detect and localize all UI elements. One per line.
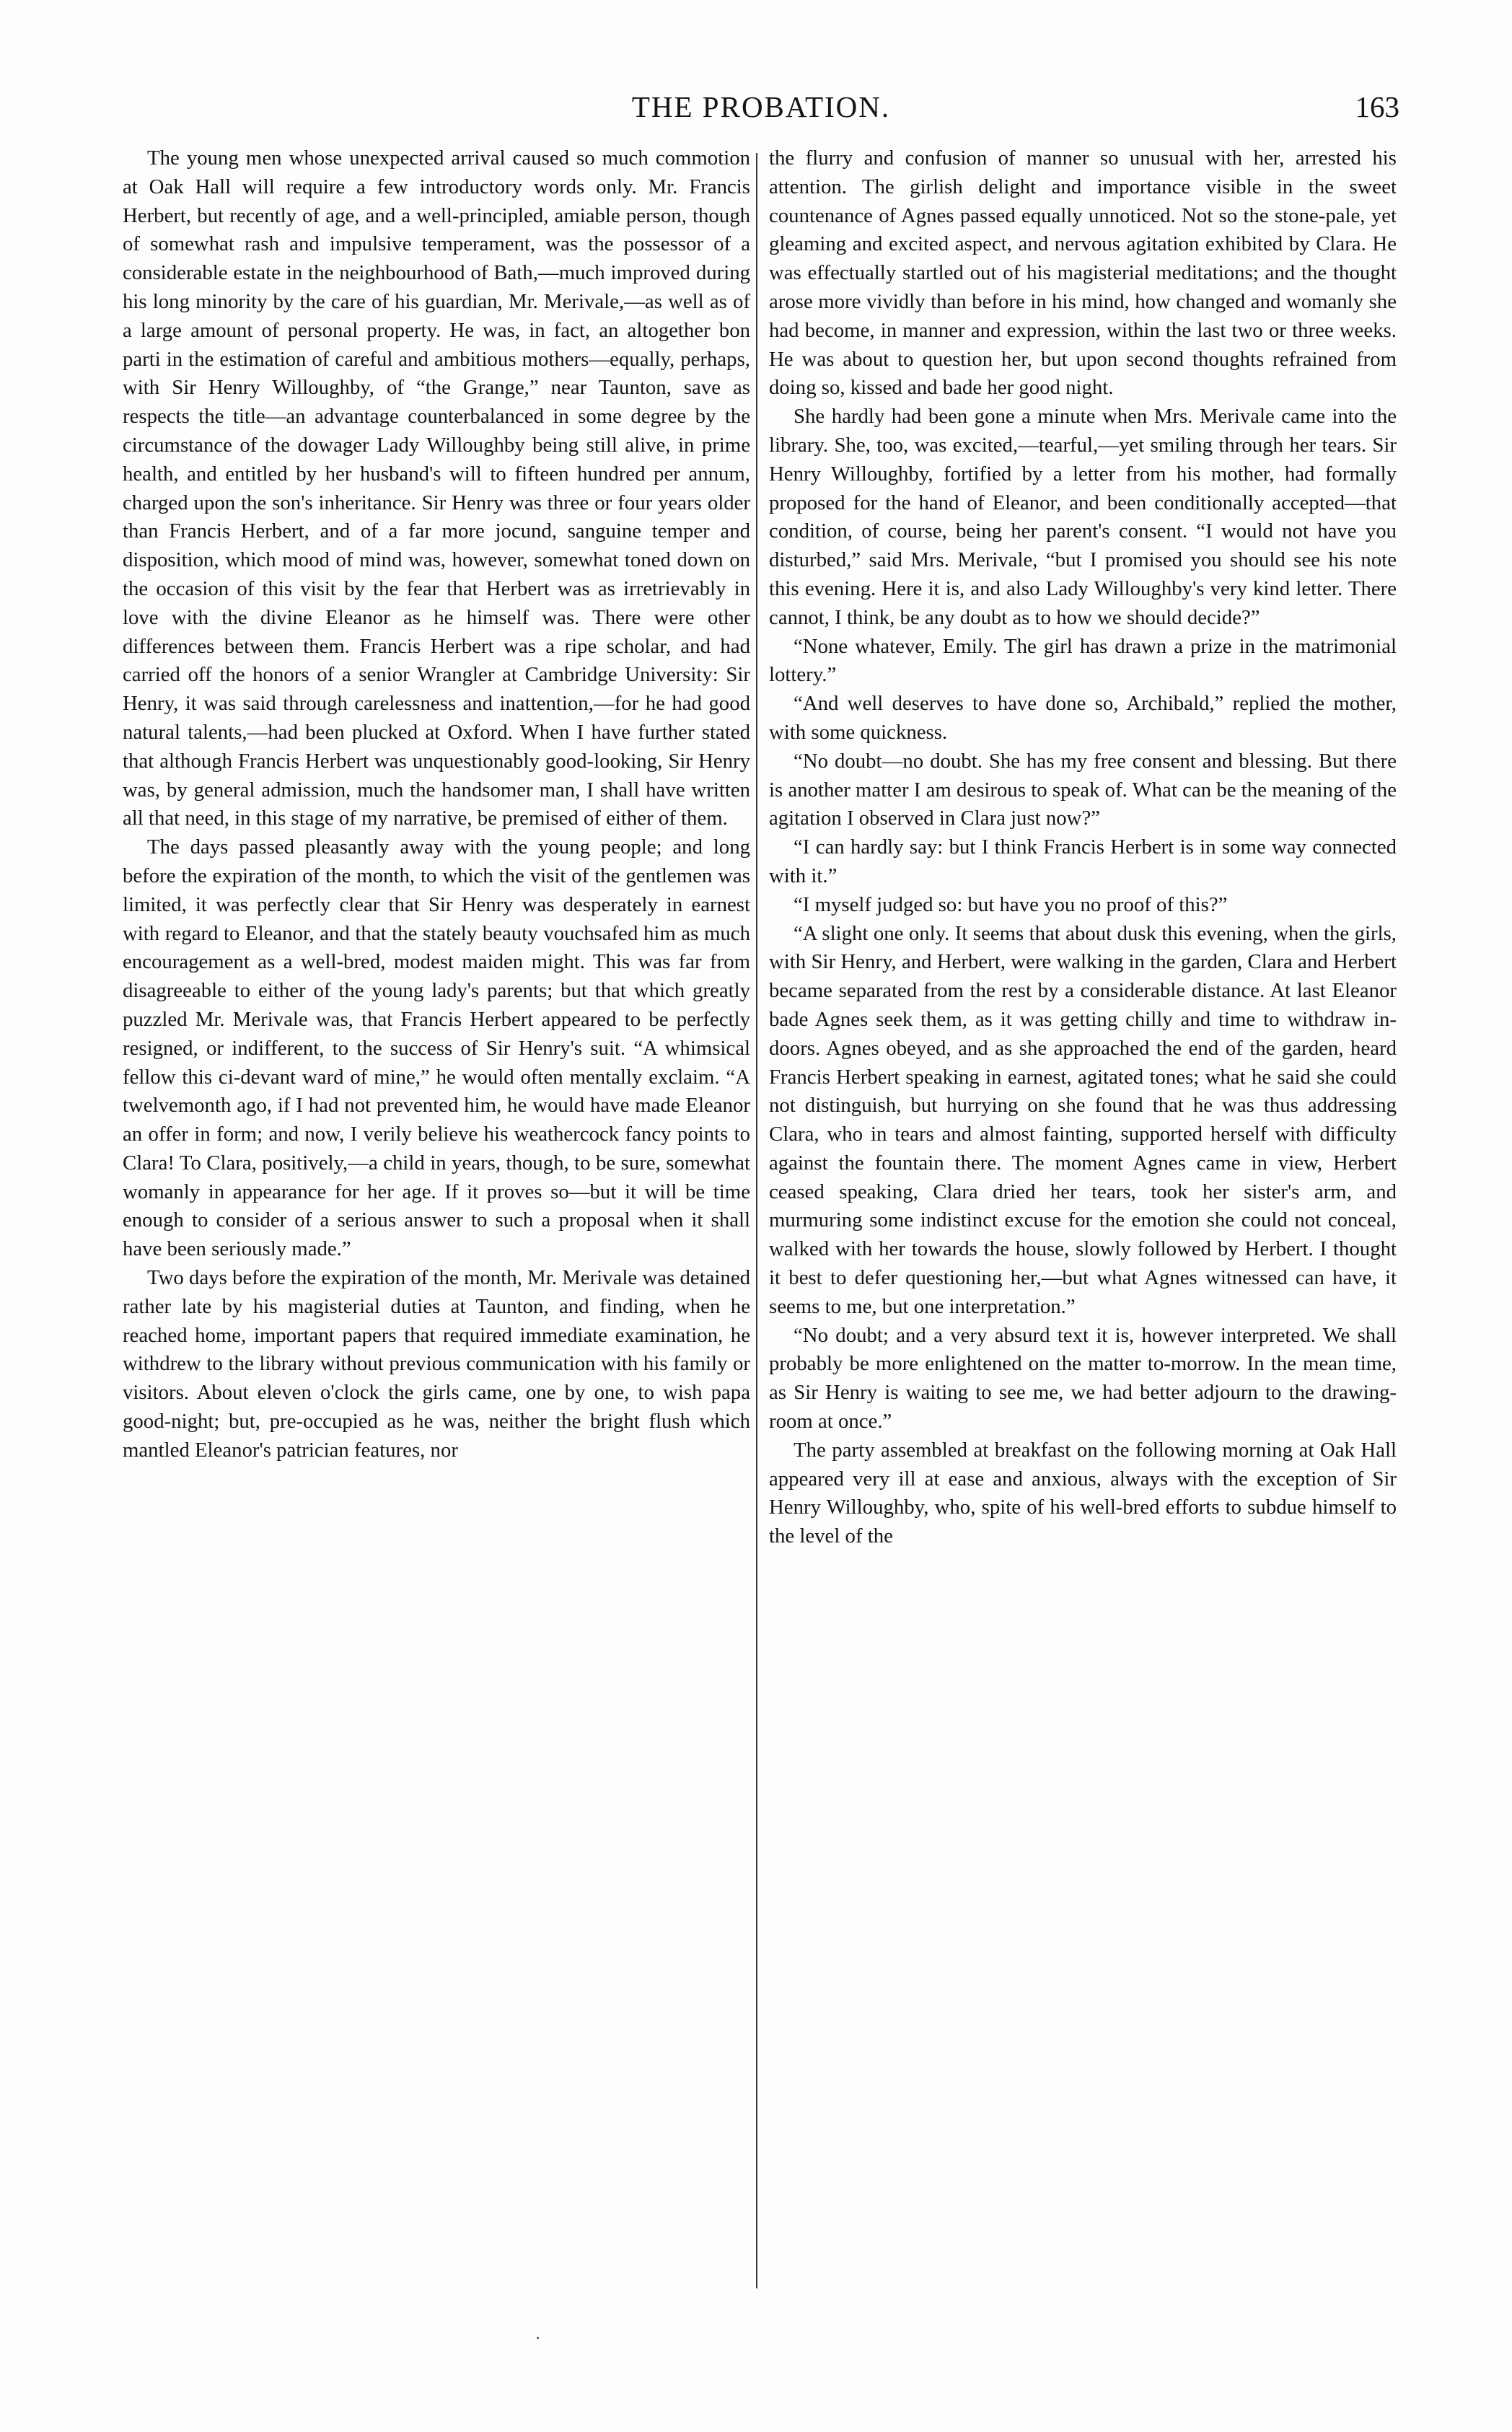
- column-divider: [756, 153, 757, 2288]
- running-head: [123, 85, 1399, 128]
- printer-mark: ·: [535, 2329, 541, 2347]
- right-column: [769, 144, 1397, 2345]
- paragraph: “No doubt; and a very absurd text it is, however interpreted. We shall probably be more enlightened on the matter to-morrow. In the mean time, as Sir Henry is waiting to see me, we had better adjourn to the drawing-room at once.”: [769, 1323, 1397, 1434]
- paragraph: The party assembled at breakfast on the following morning at Oak Hall appeared very ill at ease and anxious, always with the exception of Sir Henry Willoughby, who, spite of his well-bred efforts to subdue himself to the level of the: [769, 1438, 1397, 1548]
- paragraph: “I can hardly say: but I think Francis Herbert is in some way connected with it.”: [769, 835, 1397, 887]
- paragraph: the flurry and confusion of manner so unusual with her, arrested his attention. The girlish delight and importance visible in the sweet countenance of Agnes passed equally unnoticed. Not so the stone-pale, yet gleaming and excited aspect, and nervous agitation exhibited by Clara. He was effectually startled out of his magisterial meditations; and the thought arose more vividly than before in his mind, how changed and womanly she had become, in manner and expression, within the last two or three weeks. He was about to question her, but upon second thoughts refrained from doing so, kissed and bade her good night.: [769, 146, 1397, 400]
- paragraph: “A slight one only. It seems that about dusk this evening, when the girls, with Sir Henry, and Herbert, were walking in the garden, Clara and Herbert became separated from the rest by a considerable distance. At last Eleanor bade Agnes seek them, as it was getting chilly and time to withdraw in-doors. Agnes obeyed, and as she approached the end of the garden, heard Francis Herbert speaking in earnest, agitated tones; what he said she could not distinguish, but hurrying on she found that he was thus addressing Clara, who in tears and almost fainting, supported herself with difficulty against the fountain there. The moment Agnes came in view, Herbert ceased speaking, Clara dried her tears, took her sister's arm, and murmuring some indistinct excuse for the emotion she could not conceal, walked with her towards the house, slowly followed by Herbert. I thought it best to defer questioning her,—but what Agnes witnessed can have, it seems to me, but one interpretation.”: [769, 921, 1397, 1318]
- left-column: [123, 144, 750, 2345]
- running-title: THE PROBATION.: [631, 90, 891, 123]
- paragraph: “I myself judged so: but have you no proof of this?”: [794, 892, 1228, 916]
- paragraph: Two days before the expiration of the month, Mr. Merivale was detained rather late by his magisterial duties at Taunton, and finding, when he reached home, important papers that required immediate examination, he withdrew to the library without previous communication with his family or visitors. About eleven o'clock the girls came, one by one, to wish papa good-night; but, pre-occupied as he was, neither the bright flush which mantled Eleanor's patrician features, nor: [123, 1266, 750, 1462]
- paragraph: “None whatever, Emily. The girl has drawn a prize in the matrimonial lottery.”: [769, 634, 1397, 687]
- paragraph: She hardly had been gone a minute when Mrs. Merivale came into the library. She, too, was excited,—tearful,—yet smiling through her tears. Sir Henry Willoughby, fortified by a letter from his mother, had formally proposed for the hand of Eleanor, and been conditionally accepted—that condition, of course, being her parent's consent. “I would not have you disturbed,” said Mrs. Merivale, “but I promised you should see his note this evening. Here it is, and also Lady Willoughby's very kind letter. There cannot, I think, be any doubt as to how we should decide?”: [769, 405, 1397, 629]
- paragraph: The young men whose unexpected arrival caused so much commotion at Oak Hall will require a few introductory words only. Mr. Francis Herbert, but recently of age, and a well-principled, amiable person, though of somewhat rash and impulsive temperament, was the possessor of a considerable estate in the neighbourhood of Bath,—much improved during his long minority by the care of his guardian, Mr. Merivale,—as well as of a large amount of personal property. He was, in fact, an altogether bon parti in the estimation of careful and ambitious mothers—equally, perhaps, with Sir Henry Willoughby, of “the Grange,” near Taunton, save as respects the title—an advantage counterbalanced in some degree by the circumstance of the dowager Lady Willoughby being still alive, in prime health, and entitled by her husband's will to fifteen hundred per annum, charged upon the son's inheritance. Sir Henry was three or four years older than Francis Herbert, and of a far more jocund, sanguine temper and disposition, which mood of mind was, however, somewhat toned down on the occasion of this visit by the fear that Herbert was as irretrievably in love with the divine Eleanor as he himself was. There were other differences between them. Francis Herbert was a ripe scholar, and had carried off the honors of a senior Wrangler at Cambridge University: Sir Henry, it was said through carelessness and inattention,—for he had good natural talents,—had been plucked at Oxford. When I have further stated that although Francis Herbert was unquestionably good-looking, Sir Henry was, by general admission, much the handsomer man, I shall have written all that need, in this stage of my narrative, be premised of either of them.: [123, 146, 750, 830]
- page-number: 163: [1355, 90, 1399, 123]
- paragraph: “And well deserves to have done so, Archibald,” replied the mother, with some quickness.: [769, 692, 1397, 744]
- paragraph: The days passed pleasantly away with the young people; and long before the expiration of the month, to which the visit of the gentlemen was limited, it was perfectly clear that Sir Henry was desperately in earnest with regard to Eleanor, and that the stately beauty vouchsafed him as much encouragement as a well-bred, modest maiden might. This was far from disagreeable to either of the young lady's parents; but that which greatly puzzled Mr. Merivale was, that Francis Herbert appeared to be perfectly resigned, or indifferent, to the success of Sir Henry's suit. “A whimsical fellow this ci-devant ward of mine,” he would often mentally exclaim. “A twelvemonth ago, if I had not prevented him, he would have made Eleanor an offer in form; and now, I verily believe his weathercock fancy points to Clara! To Clara, positively,—a child in years, though, to be sure, somewhat womanly in appearance for her age. If it proves so—but it will be time enough to consider of a serious answer to such a proposal when it shall have been seriously made.”: [123, 835, 750, 1261]
- paragraph: “No doubt—no doubt. She has my free consent and blessing. But there is another matter I am desirous to speak of. What can be the meaning of the agitation I observed in Clara just now?”: [769, 749, 1397, 830]
